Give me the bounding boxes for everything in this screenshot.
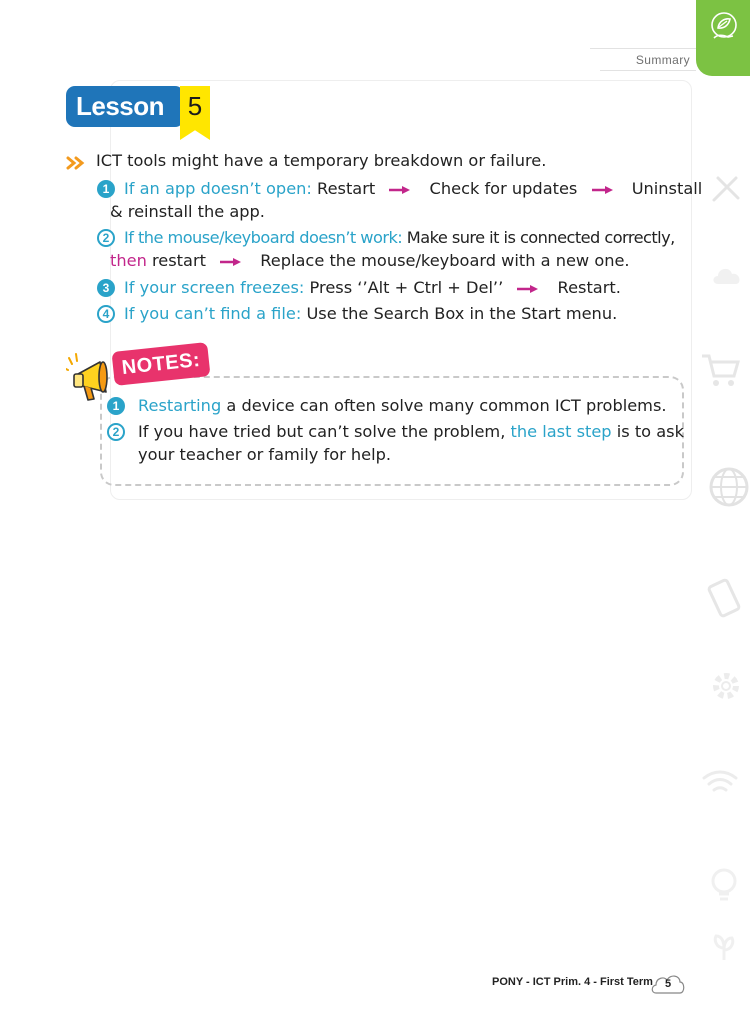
item-number-3: 3 <box>97 279 115 297</box>
item-3-condition: If your screen freezes: <box>124 278 305 297</box>
item-4-condition: If you can’t find a file: <box>124 304 302 323</box>
note-2-text-2: is to ask <box>616 422 684 441</box>
chapter-corner-tab <box>696 0 750 76</box>
lesson-badge <box>66 86 184 127</box>
gear-icon <box>706 666 746 706</box>
item-1-condition: If an app doesn’t open: <box>124 179 312 198</box>
item-1-line-2: & reinstall the app. <box>110 202 265 221</box>
item-3-step-1: Press ‘’Alt + Ctrl + Del’’ <box>309 278 504 297</box>
note-1-text: a device can often solve many common ICT problems. <box>226 396 667 415</box>
page-number: 5 <box>664 978 672 990</box>
item-4-text: Use the Search Box in the Start menu. <box>306 304 618 323</box>
section-title: Summary <box>635 53 690 67</box>
item-2-step-1: restart <box>151 251 206 270</box>
note-number-2: 2 <box>107 423 125 441</box>
item-2-then: then <box>110 251 147 270</box>
footer-book-title: PONY - ICT Prim. 4 - First Term <box>492 976 653 988</box>
arrow-right-icon <box>591 185 615 195</box>
note-1-line <box>138 395 667 417</box>
plant-icon <box>706 928 742 964</box>
notes-label: NOTES: <box>120 348 202 379</box>
item-1-step-3: Uninstall <box>631 179 703 198</box>
lesson-word: Lesson <box>75 91 165 121</box>
item-1-step-1: Restart <box>317 179 376 198</box>
item-number-2: 2 <box>97 229 115 247</box>
arrow-right-icon <box>516 284 540 294</box>
lesson-number: 5 <box>187 90 203 121</box>
item-1-step-2: Check for updates <box>429 179 578 198</box>
cloud-icon <box>710 262 744 288</box>
item-2-line-1 <box>124 227 675 249</box>
wifi-icon <box>700 768 740 798</box>
item-2-condition: If the mouse/keyboard doesn’t work: <box>124 228 403 247</box>
header-rule-top <box>590 48 696 49</box>
item-2-step-2: Replace the mouse/keyboard with a new one. <box>260 251 630 270</box>
note-2-text-1: If you have tried but can’t solve the problem, <box>138 422 506 441</box>
arrow-right-icon <box>388 185 412 195</box>
item-number-1: 1 <box>97 180 115 198</box>
note-1-highlight: Restarting <box>138 396 222 415</box>
item-3-line <box>124 277 621 299</box>
note-2-line-1 <box>138 421 684 443</box>
note-2-highlight: the last step <box>510 422 612 441</box>
item-2-line-2 <box>110 250 630 272</box>
globe-icon <box>708 466 750 508</box>
note-number-1: 1 <box>107 397 125 415</box>
item-3-step-2: Restart. <box>557 278 621 297</box>
cart-icon <box>700 350 742 390</box>
item-1-line-1 <box>124 178 702 200</box>
tools-icon <box>708 170 744 206</box>
header-rule-bottom <box>600 70 696 71</box>
phone-icon <box>706 576 746 620</box>
item-2-text: Make sure it is connected correctly, <box>406 228 675 247</box>
note-2-line-2: your teacher or family for help. <box>138 445 392 464</box>
arrow-right-icon <box>219 257 243 267</box>
leaf-hand-icon <box>709 10 739 44</box>
item-4-line <box>124 303 617 325</box>
double-chevron-icon <box>66 155 90 171</box>
item-number-4: 4 <box>97 305 115 323</box>
bulb-icon <box>706 866 742 906</box>
intro-text: ICT tools might have a temporary breakdown or failure. <box>96 151 547 170</box>
